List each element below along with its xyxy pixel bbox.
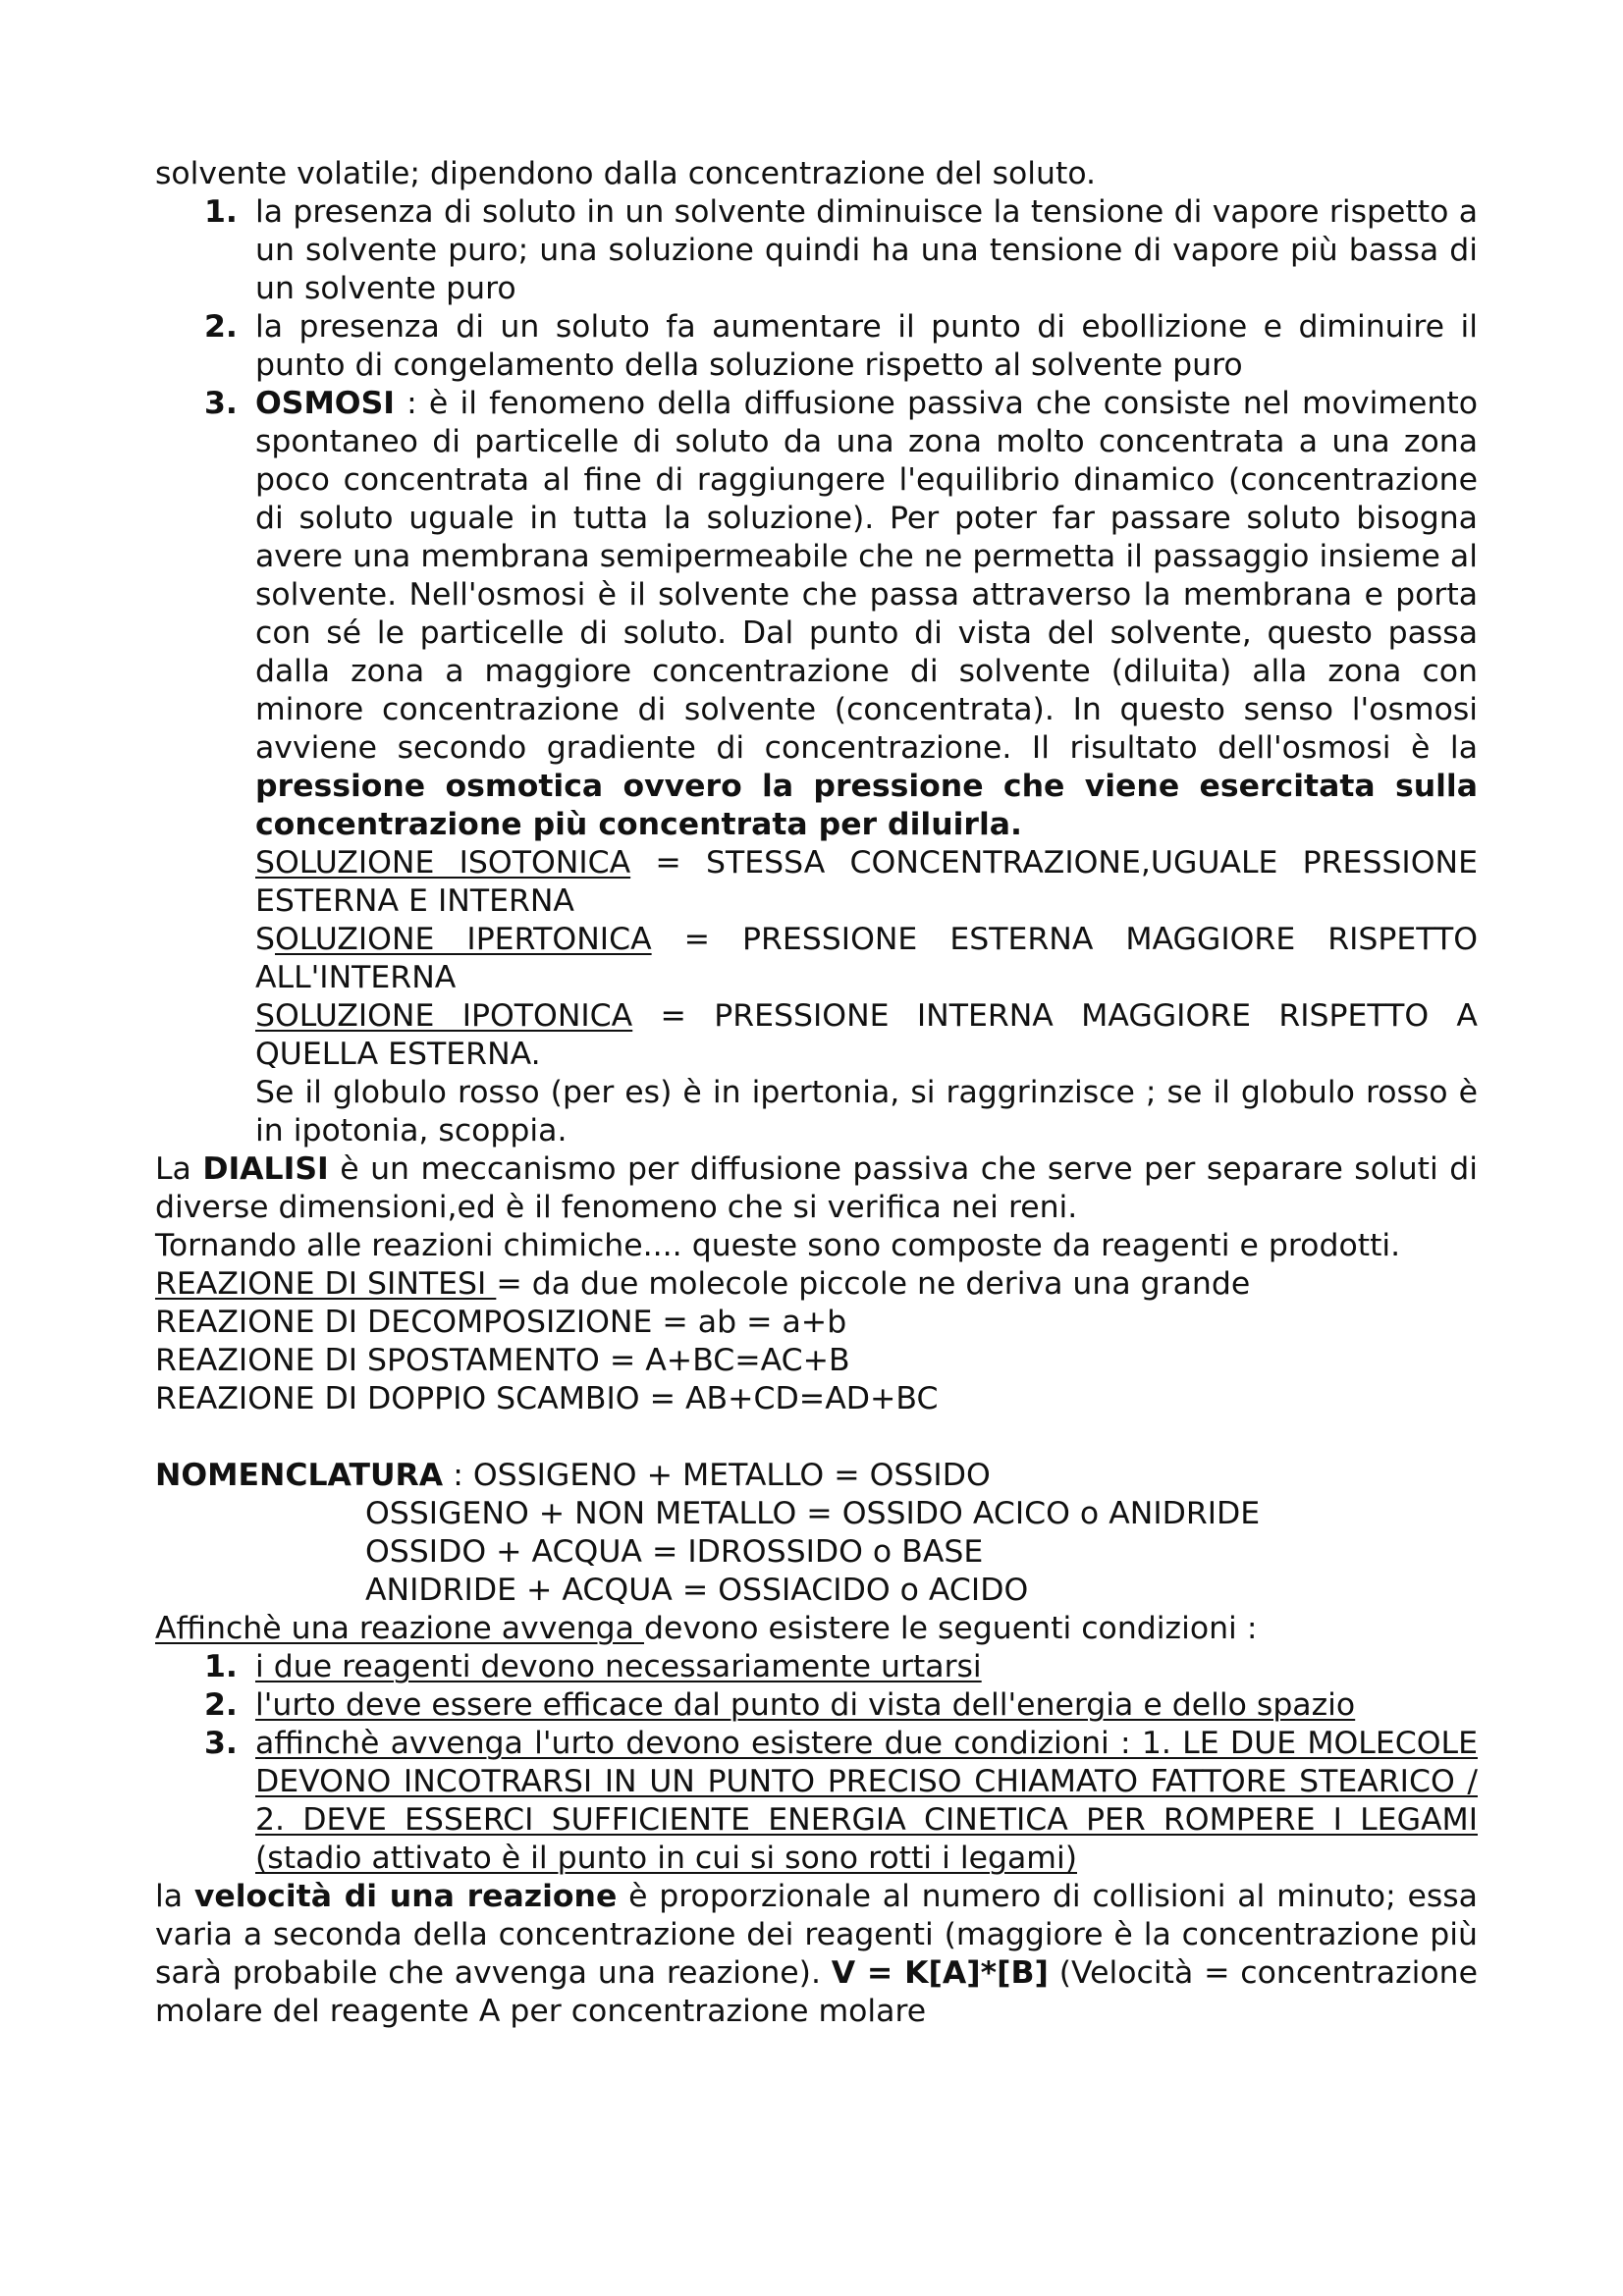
reaction-label: REAZIONE DI SINTESI [155,1266,497,1302]
list-number: 2. [204,309,238,345]
osmotic-pressure-definition: pressione osmotica ovvero la pressione che viene esercitata sulla concentrazione più concentrata per diluirla. [255,769,1478,842]
globulo-note: Se il globulo rosso (per es) è in ipertonia, si raggrinzisce ; se il globulo rosso è in ipotonia, scoppia. [255,1075,1478,1148]
solution-text: = PRESSIONE ESTERNA MAGGIORE RISPETTO ALL'INTERNA [255,922,1479,995]
solution-text: = STESSA CONCENTRAZIONE,UGUALE PRESSIONE ESTERNA E INTERNA [255,845,1478,919]
nomenclature-term: NOMENCLATURA [155,1458,444,1493]
list-item [155,193,1478,308]
list-number: 3. [204,386,238,421]
velocity-term: velocità di una reazione [193,1879,618,1914]
reactions-intro: Tornando alle reazioni chimiche.... queste sono composte da reagenti e prodotti. [155,1228,1401,1263]
reaction-synthesis: REAZIONE DI SINTESI = da due molecole piccole ne deriva una grande [155,1266,1251,1302]
condition-text: i due reagenti devono necessariamente urtarsi [255,1649,982,1684]
osmosis-term: OSMOSI [255,386,395,421]
condition-item [155,1686,1478,1725]
solution-text: = PRESSIONE INTERNA MAGGIORE RISPETTO A QUELLA ESTERNA. [255,998,1478,1072]
reaction-decomposition: REAZIONE DI DECOMPOSIZIONE = ab = a+b [155,1305,847,1340]
condition-item [155,1725,1478,1878]
osmosis-body: : è il fenomeno della diffusione passiva che consiste nel movimento spontaneo di particelle di soluto da una zona molto concentrata a una zona poco concentrata al fine di raggiungere l'equilibrio dinamico (concentrazione di soluto uguale in tutta la soluzione). Per poter far passare soluto bisogna avere una membrana semipermeabile che ne permetta il passaggio insieme al solvente. Nell'osmosi è il solvente che passa attraverso la membrana e porta con sé le particelle di soluto. Dal punto di vista del solvente, questo passa dalla zona a maggiore concentrazione di solvente (diluita) alla zona con minore concentrazione di solvente (concentrata). In questo senso l'osmosi avviene secondo gradiente di concentrazione. Il risultato dell'osmosi è la [255,386,1478,766]
list-number: 3. [204,1726,238,1761]
list-number: 2. [204,1687,238,1723]
solution-label: SOLUZIONE ISOTONICA [255,845,631,881]
solution-isotonic [155,844,1478,921]
document-page [155,155,1478,2031]
solution-label: OLUZIONE IPERTONICA [275,922,652,957]
condition-item [155,1648,1478,1686]
blank-line [155,1418,1478,1457]
list-text: la presenza di un soluto fa aumentare il punto di ebollizione e diminuire il punto di congelamento della soluzione rispetto al solvente puro [255,309,1478,383]
velocity-paragraph: la velocità di una reazione è proporzionale al numero di collisioni al minuto; essa varia a seconda della concentrazione dei reagenti (maggiore è la concentrazione più sarà probabile che avvenga una reazione). V = K[A]*[B] (Velocità = concentrazione molare del reagente A per concentrazione molare [155,1879,1478,2029]
nomenclature-line: OSSIDO + ACQUA = IDROSSIDO o BASE [365,1534,984,1570]
solution-hypotonic [155,997,1478,1074]
list-number: 1. [204,1649,238,1684]
nomenclature-line: ANIDRIDE + ACQUA = OSSIACIDO o ACIDO [365,1573,1029,1608]
list-number: 1. [204,194,238,230]
nomenclature-line: OSSIGENO + NON METALLO = OSSIDO ACICO o ANIDRIDE [365,1496,1261,1531]
nomenclature-heading: NOMENCLATURA : OSSIGENO + METALLO = OSSIDO [155,1458,991,1493]
reaction-double-exchange: REAZIONE DI DOPPIO SCAMBIO = AB+CD=AD+BC [155,1381,939,1416]
intro-line: solvente volatile; dipendono dalla concentrazione del soluto. [155,156,1097,191]
dialysis-paragraph: La DIALISI è un meccanismo per diffusione passiva che serve per separare soluti di diverse dimensioni,ed è il fenomeno che si verifica nei reni. [155,1151,1478,1225]
list-item [155,308,1478,385]
conditions-intro: Affinchè una reazione avvenga devono esistere le seguenti condizioni : [155,1611,1258,1646]
list-text: la presenza di soluto in un solvente diminuisce la tensione di vapore rispetto a un solvente puro; una soluzione quindi ha una tensione di vapore più bassa di un solvente puro [255,194,1478,306]
condition-text: l'urto deve essere efficace dal punto di vista dell'energia e dello spazio [255,1687,1356,1723]
dialysis-term: DIALISI [202,1151,329,1187]
osmosis-item [155,385,1478,844]
condition-text: affinchè avvenga l'urto devono esistere due condizioni : 1. LE DUE MOLECOLE DEVONO INCOTRARSI IN UN PUNTO PRECISO CHIAMATO FATTORE STEARICO / 2. DEVE ESSERCI SUFFICIENTE ENERGIA CINETICA PER ROMPERE I LEGAMI (stadio attivato è il punto in cui si sono rotti i legami) [255,1726,1478,1876]
reaction-displacement: REAZIONE DI SPOSTAMENTO = A+BC=AC+B [155,1343,850,1378]
velocity-formula: V = K[A]*[B] [831,1955,1049,1991]
solution-hypertonic: SOLUZIONE IPERTONICA = PRESSIONE ESTERNA MAGGIORE RISPETTO ALL'INTERNA [255,922,1479,995]
solution-label: SOLUZIONE IPOTONICA [255,998,633,1034]
